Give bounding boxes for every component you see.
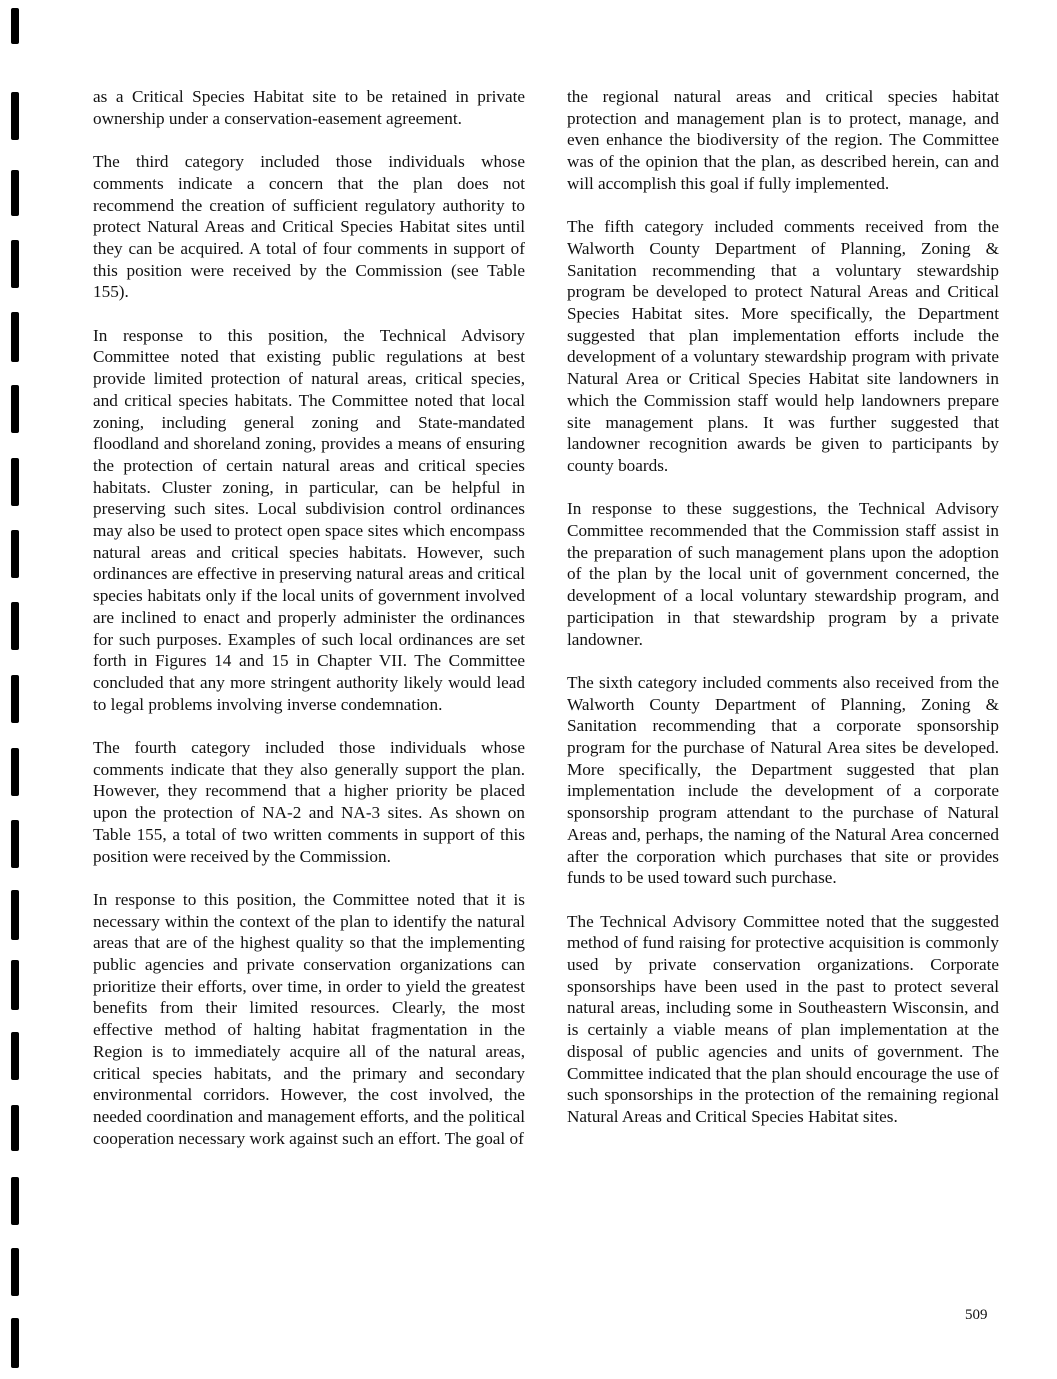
paragraph: In response to these suggestions, the Technical Advisory Committee recommended that the Commission staff assist in the preparation of such management plans upon the adoption of the plan by the local unit of government concerned, the development of a local voluntary stewardship program, and participation in that stewardship program by a private landowner.	[567, 499, 999, 649]
binding-hole	[11, 1105, 19, 1151]
paragraph: as a Critical Species Habitat site to be retained in private ownership under a conservation-easement agreement.	[93, 87, 525, 128]
binding-hole	[11, 675, 19, 723]
binding-hole	[11, 312, 19, 362]
binding-hole	[11, 385, 19, 433]
right-column	[567, 86, 999, 1149]
binding-hole	[11, 1032, 19, 1080]
binding-hole	[11, 8, 19, 44]
binding-hole	[11, 458, 19, 506]
binding-hole	[11, 602, 19, 650]
paragraph: The third category included those individuals whose comments indicate a concern that the plan does not recommend the creation of sufficient regulatory authority to protect Natural Areas and Critical Species Habitat sites until they can be acquired. A total of four comments in support of this position were received by the Commission (see Table 155).	[93, 152, 525, 302]
paragraph: The fifth category included comments received from the Walworth County Department of Planning, Zoning & Sanitation recommending that a voluntary stewardship program be developed to protect Natural Areas and Critical Species Habitat sites. More specifically, the Department suggested that plan implementation efforts include the development of a voluntary stewardship program with private Natural Area or Critical Species Habitat site landowners in which the Commission staff would help landowners prepare site management plans. It was further suggested that landowner recognition awards be given to participants by county boards.	[567, 217, 999, 475]
binding-hole	[11, 1177, 19, 1225]
binding-hole	[11, 240, 19, 288]
binding-hole	[11, 170, 19, 216]
left-column	[93, 86, 525, 1171]
binding-holes	[8, 0, 22, 1379]
paragraph: In response to this position, the Technical Advisory Committee noted that existing public regulations at best provide limited protection of natural areas, critical species, and critical species habitats. The Committee noted that local zoning, including general zoning and State-mandated floodland and shoreland zoning, provides a means of ensuring the protection of certain natural areas and critical species habitats. Cluster zoning, in particular, can be helpful in preserving such sites. Local subdivision control ordinances may also be used to protect open space sites which encompass natural areas and critical species habitats. However, such ordinances are effective in preserving natural areas and critical species habitats only if the local units of government involved are inclined to enact and properly administer the ordinances for such purposes. Examples of such local ordinances are set forth in Figures 14 and 15 in Chapter VII. The Committee concluded that any more stringent authority likely would lead to legal problems involving inverse condemnation.	[93, 325, 525, 714]
binding-hole	[11, 820, 19, 868]
binding-hole	[11, 530, 19, 578]
binding-hole	[11, 1248, 19, 1296]
page-number: 509	[965, 1307, 988, 1323]
binding-hole	[11, 748, 19, 796]
paragraph: the regional natural areas and critical species habitat protection and management plan is to protect, manage, and even enhance the biodiversity of the region. The Committee was of the opinion that the plan, as described herein, can and will accomplish this goal if fully implemented.	[567, 87, 999, 193]
paragraph: The Technical Advisory Committee noted that the suggested method of fund raising for protective acquisition is commonly used by private conservation organizations. Corporate sponsorships have been used in the past to protect several natural areas, including some in Southeastern Wisconsin, and is certainly a viable means of plan implementation at the disposal of public agencies and units of government. The Committee indicated that the plan should encourage the use of such sponsorships in the protection of the remaining regional Natural Areas and Critical Species Habitat sites.	[567, 911, 999, 1126]
binding-hole	[11, 960, 19, 1010]
binding-hole	[11, 92, 19, 140]
paragraph: The fourth category included those individuals whose comments indicate that they also generally support the plan. However, they recommend that a higher priority be placed upon the protection of NA-2 and NA-3 sites. As shown on Table 155, a total of two written comments in support of this position were received by the Commission.	[93, 738, 525, 866]
paragraph: In response to this position, the Committee noted that it is necessary within the context of the plan to identify the natural areas that are of the highest quality so that the implementing public agencies and private conservation organizations can prioritize their efforts, over time, in order to yield the greatest benefits from their limited resources. Clearly, the most effective method of halting habitat fragmentation in the Region is to immediately acquire all of the natural areas, critical species habitats, and the primary and secondary environmental corridors. However, the cost involved, the needed coordination and management efforts, and the political cooperation necessary work against such an effort. The goal of	[93, 889, 525, 1148]
paragraph: The sixth category included comments also received from the Walworth County Department of Planning, Zoning & Sanitation recommending that a corporate sponsorship program for the purchase of Natural Area sites be developed. More specifically, the Department suggested that plan implementation include the development of a corporate sponsorship program attendant to the purchase of Natural Areas and, perhaps, the naming of the Natural Area concerned after the corporation which purchases that site or provides funds to be used toward such purchase.	[567, 672, 999, 888]
binding-hole	[11, 890, 19, 940]
binding-hole	[11, 1318, 19, 1368]
